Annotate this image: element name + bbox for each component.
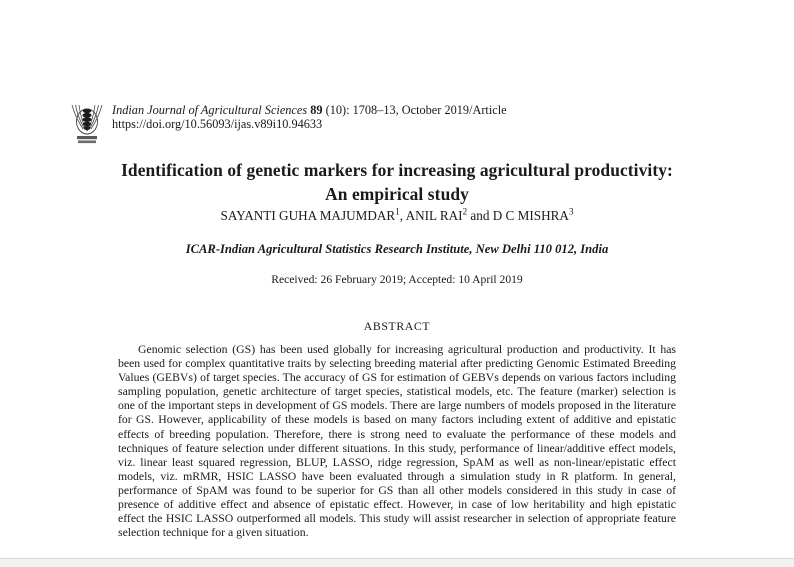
abstract-body: Genomic selection (GS) has been used globally for increasing agricultural production and productivity. It has been used for complex quantitative traits by selecting breeding material after predicting Genomic Estimated Breeding Values (GEBVs) of target species. The accuracy of GS for estimation of GEBVs depends on various factors including sampling population, genetic architecture of target species, statistical models, etc. The feature (marker) selection is one of the important steps in development of GS models. There are large numbers of models proposed in the literature for GS. However, applicability of these models is based on many factors including extent of additive and epistatic effects of breeding population. Therefore, there is strong need to evaluate the performance of these models and techniques of feature selection under different situations. In this study, performance of linear/additive effect models, viz. linear least squared regression, BLUP, LASSO, ridge regression, SpAM as well as non-linear/epistatic effect models, viz. mRMR, HSIC LASSO have been evaluated through a simulation study in R platform. In general, performance of SpAM was found to be superior for GS than all other models considered in this study in case of presence of additive effect and absence of epistatic effect. However, in case of low heritability and high epistatic effect the HSIC LASSO outperformed all models. This study will assist researcher in selection of appropriate feature selection technique for a given situation. — [118, 343, 676, 540]
journal-name: Indian Journal of Agricultural Sciences — [112, 103, 308, 117]
masthead-text-block — [112, 101, 507, 132]
author-affiliation: ICAR-Indian Agricultural Statistics Research Institute, New Delhi 110 012, India — [185, 242, 609, 256]
abstract-heading: ABSTRACT — [363, 319, 431, 333]
received-accepted-dates: Received: 26 February 2019; Accepted: 10 April 2019 — [271, 273, 523, 286]
journal-masthead — [68, 101, 507, 146]
author-name-3: D C MISHRA — [492, 208, 569, 223]
author-separator-2: and — [467, 208, 493, 223]
author-name-1: SAYANTI GUHA MAJUMDAR — [220, 208, 396, 223]
author-list — [118, 207, 676, 224]
author-affiliation-marker-1: 1 — [395, 206, 400, 217]
journal-citation-line — [112, 103, 507, 117]
doi-line[interactable]: https://doi.org/10.56093/ijas.v89i10.94633 — [112, 117, 323, 131]
author-separator-1: , — [399, 208, 406, 223]
article-title: Identification of genetic markers for increasing agricultural productivity: An empirical study — [121, 159, 673, 204]
author-name-2: ANIL RAI — [405, 208, 463, 223]
author-affiliation-marker-3: 3 — [568, 206, 574, 217]
journal-issue-pages: (10): 1708–13, October 2019/Article — [325, 103, 507, 117]
journal-volume: 89 — [310, 103, 323, 117]
icar-wheat-emblem-logo — [68, 102, 106, 146]
author-affiliation-marker-2: 2 — [462, 206, 468, 217]
